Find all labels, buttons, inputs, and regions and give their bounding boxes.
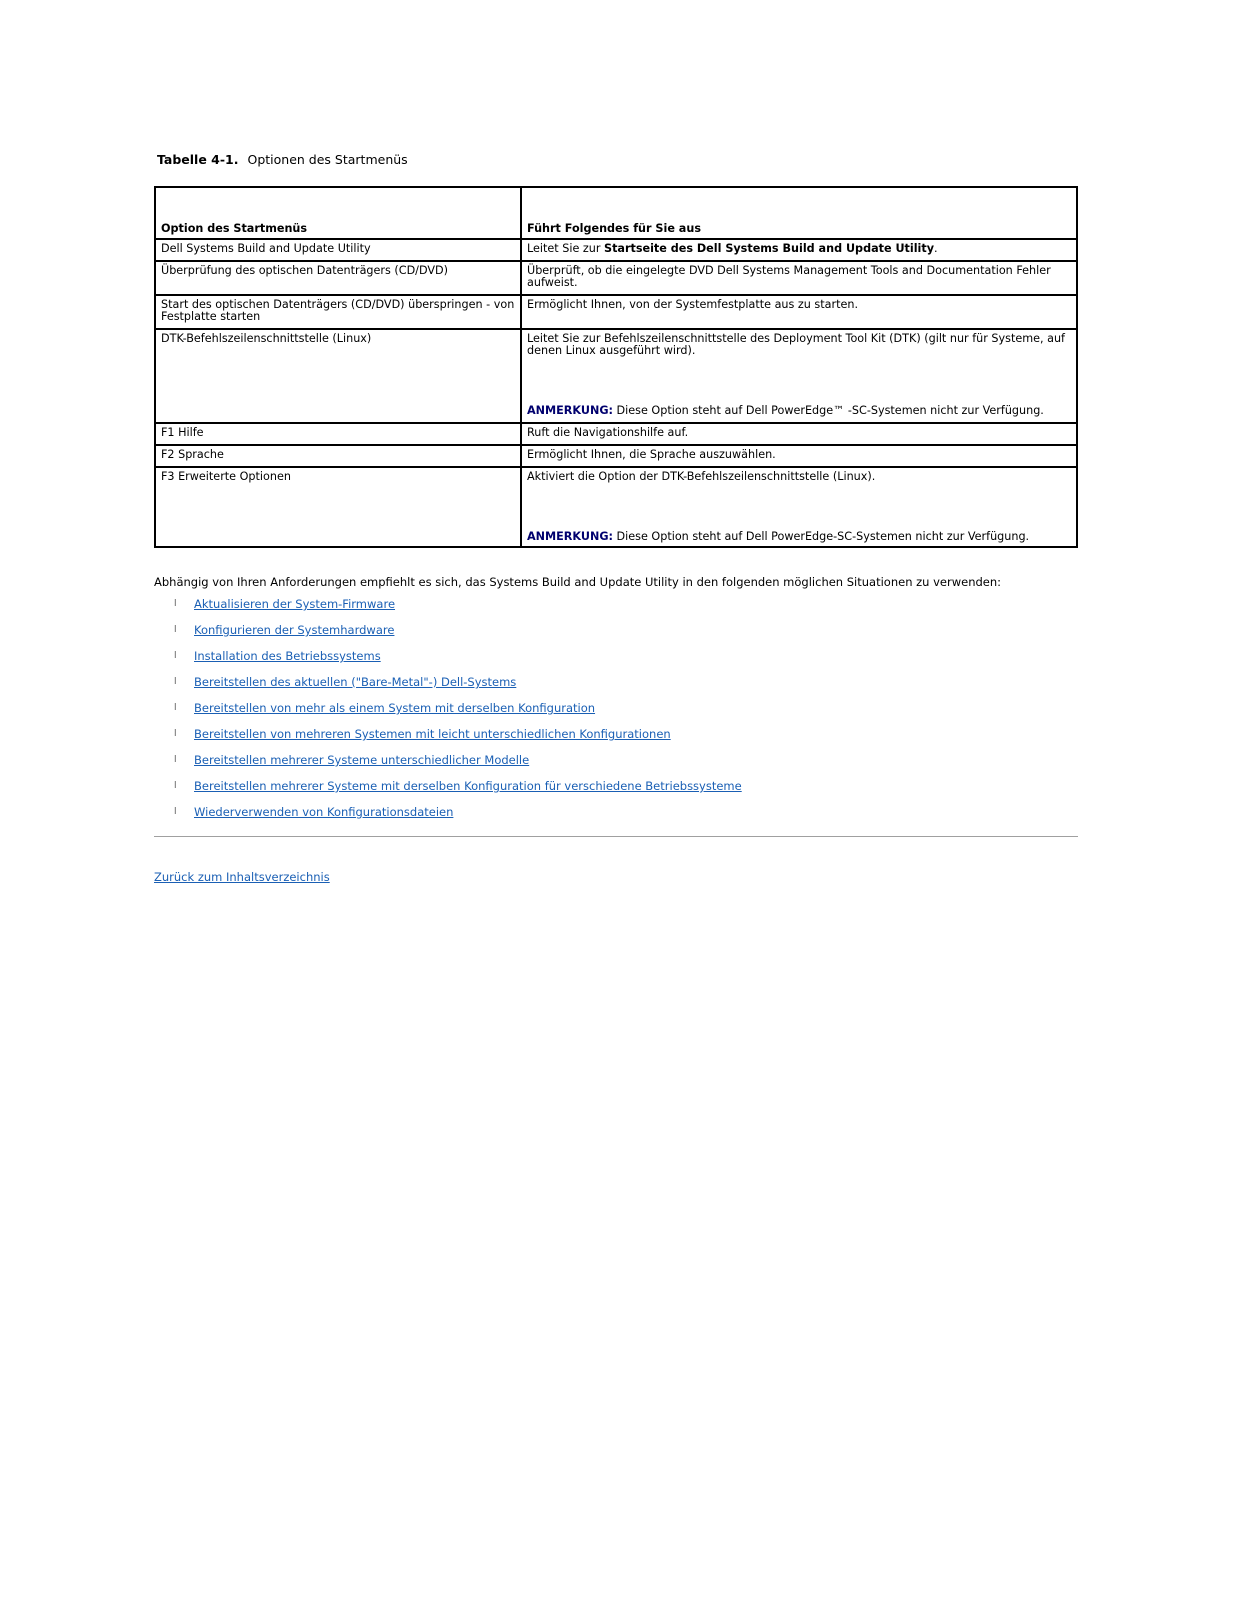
link-configure-hardware[interactable]: Konfigurieren der Systemhardware bbox=[194, 623, 395, 637]
description-cell: Überprüft, ob die eingelegte DVD Dell Systems Management Tools and Documentation Fehler aufweist. bbox=[521, 261, 1077, 295]
bullet-icon: l bbox=[174, 781, 177, 791]
table-row bbox=[155, 445, 1077, 467]
table-row bbox=[155, 467, 1077, 547]
option-cell: F3 Erweiterte Optionen bbox=[155, 467, 521, 547]
table-caption bbox=[157, 152, 408, 167]
note bbox=[527, 531, 1071, 543]
option-cell: F1 Hilfe bbox=[155, 423, 521, 445]
back-to-contents-link[interactable]: Zurück zum Inhaltsverzeichnis bbox=[154, 870, 330, 884]
bullet-icon: l bbox=[174, 807, 177, 817]
list-item bbox=[154, 674, 742, 700]
table-row bbox=[155, 239, 1077, 261]
option-cell: Dell Systems Build and Update Utility bbox=[155, 239, 521, 261]
bullet-icon: l bbox=[174, 625, 177, 635]
note-label: ANMERKUNG: bbox=[527, 530, 613, 543]
link-reuse-config-files[interactable]: Wiederverwenden von Konfigurationsdateien bbox=[194, 805, 454, 819]
table-caption-title: Optionen des Startmenüs bbox=[247, 152, 408, 167]
table-row bbox=[155, 295, 1077, 329]
description-cell: Leitet Sie zur Startseite des Dell Systems Build and Update Utility. bbox=[521, 239, 1077, 261]
description-cell bbox=[521, 467, 1077, 547]
note-label: ANMERKUNG: bbox=[527, 404, 613, 417]
link-deploy-different-os[interactable]: Bereitstellen mehrerer Systeme mit derselben Konfiguration für verschiedene Betriebssysteme bbox=[194, 779, 742, 793]
description-cell: Ermöglicht Ihnen, die Sprache auszuwählen. bbox=[521, 445, 1077, 467]
link-update-firmware[interactable]: Aktualisieren der System-Firmware bbox=[194, 597, 396, 611]
list-item bbox=[154, 622, 742, 648]
note-text: Diese Option steht auf Dell PowerEdge-SC-Systemen nicht zur Verfügung. bbox=[613, 530, 1030, 543]
description-text: Leitet Sie zur Befehlszeilenschnittstelle des Deployment Tool Kit (DTK) (gilt nur für Systeme, auf denen Linux ausgeführt wird). bbox=[527, 332, 1065, 357]
link-deploy-bare-metal[interactable]: Bereitstellen des aktuellen ("Bare-Metal"-) Dell-Systems bbox=[194, 675, 517, 689]
list-item bbox=[154, 596, 742, 622]
header-description: Führt Folgendes für Sie aus bbox=[521, 187, 1077, 239]
scenario-link-list bbox=[154, 596, 742, 830]
intro-paragraph: Abhängig von Ihren Anforderungen empfiehlt es sich, das Systems Build and Update Utility in den folgenden möglichen Situationen zu verwenden: bbox=[154, 575, 1002, 589]
divider bbox=[154, 836, 1078, 837]
list-item bbox=[154, 804, 742, 830]
back-link-container bbox=[154, 870, 330, 884]
option-cell: DTK-Befehlszeilenschnittstelle (Linux) bbox=[155, 329, 521, 423]
link-deploy-different-models[interactable]: Bereitstellen mehrerer Systeme unterschiedlicher Modelle bbox=[194, 753, 530, 767]
option-cell: F2 Sprache bbox=[155, 445, 521, 467]
bullet-icon: l bbox=[174, 651, 177, 661]
note-text: Diese Option steht auf Dell PowerEdge™ -SC-Systemen nicht zur Verfügung. bbox=[613, 404, 1044, 417]
description-cell: Ermöglicht Ihnen, von der Systemfestplatte aus zu starten. bbox=[521, 295, 1077, 329]
start-menu-options-table bbox=[154, 186, 1078, 548]
bullet-icon: l bbox=[174, 703, 177, 713]
option-cell: Start des optischen Datenträgers (CD/DVD) überspringen - von Festplatte starten bbox=[155, 295, 521, 329]
table-row bbox=[155, 329, 1077, 423]
description-cell: Ruft die Navigationshilfe auf. bbox=[521, 423, 1077, 445]
link-deploy-slightly-different[interactable]: Bereitstellen von mehreren Systemen mit leicht unterschiedlichen Konfigurationen bbox=[194, 727, 671, 741]
list-item bbox=[154, 648, 742, 674]
list-item bbox=[154, 726, 742, 752]
link-install-os[interactable]: Installation des Betriebssystems bbox=[194, 649, 381, 663]
option-cell: Überprüfung des optischen Datenträgers (CD/DVD) bbox=[155, 261, 521, 295]
header-option: Option des Startmenüs bbox=[155, 187, 521, 239]
link-deploy-same-config[interactable]: Bereitstellen von mehr als einem System mit derselben Konfiguration bbox=[194, 701, 596, 715]
bullet-icon: l bbox=[174, 677, 177, 687]
note bbox=[527, 405, 1071, 417]
description-text: Aktiviert die Option der DTK-Befehlszeilenschnittstelle (Linux). bbox=[527, 470, 876, 483]
table-header-row bbox=[155, 187, 1077, 239]
table-caption-label: Tabelle 4-1. bbox=[157, 152, 239, 167]
bullet-icon: l bbox=[174, 729, 177, 739]
table-row bbox=[155, 261, 1077, 295]
description-cell bbox=[521, 329, 1077, 423]
list-item bbox=[154, 700, 742, 726]
list-item bbox=[154, 752, 742, 778]
bullet-icon: l bbox=[174, 755, 177, 765]
list-item bbox=[154, 778, 742, 804]
table-row bbox=[155, 423, 1077, 445]
bullet-icon: l bbox=[174, 599, 177, 609]
